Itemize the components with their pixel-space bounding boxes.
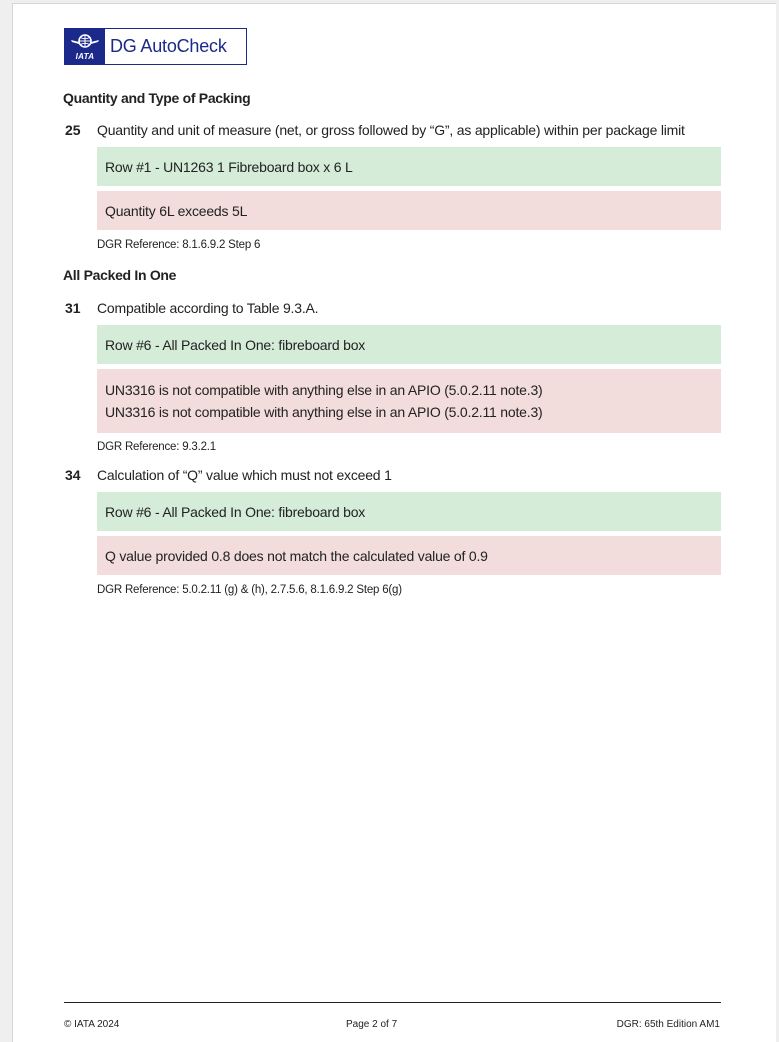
error-message: Q value provided 0.8 does not match the calculated value of 0.9 [105,547,488,564]
dgr-reference: DGR Reference: 5.0.2.11 (g) & (h), 2.7.5.6, 8.1.6.9.2 Step 6(g) [97,584,402,596]
footer-copyright: © IATA 2024 [64,1019,120,1030]
section-title-quantity-type-packing: Quantity and Type of Packing [63,90,251,106]
row-result-error [97,536,721,575]
row-result-pass [97,325,721,364]
row-result-error [97,191,721,230]
error-message: UN3316 is not compatible with anything else in an APIO (5.0.2.11 note.3) [105,382,543,398]
product-name: DG AutoCheck [110,36,227,56]
error-message: Quantity 6L exceeds 5L [105,202,248,219]
row-result-error [97,369,721,433]
section-title-all-packed-in-one: All Packed In One [63,267,177,283]
row-label: Row #6 - All Packed In One: fibreboard box [105,336,366,353]
document-page [12,3,776,1042]
check-description: Calculation of “Q” value which must not exceed 1 [97,467,392,483]
dgr-reference: DGR Reference: 8.1.6.9.2 Step 6 [97,239,261,251]
iata-globe-icon [70,33,100,53]
footer-edition: DGR: 65th Edition AM1 [616,1019,720,1030]
iata-logo-mark [65,29,105,64]
check-number: 31 [65,300,81,316]
check-description: Quantity and unit of measure (net, or gross followed by “G”, as applicable) within per package limit [97,122,685,138]
row-label: Row #1 - UN1263 1 Fibreboard box x 6 L [105,158,353,175]
error-message: UN3316 is not compatible with anything else in an APIO (5.0.2.11 note.3) [105,404,543,420]
row-label: Row #6 - All Packed In One: fibreboard box [105,503,366,520]
dg-autocheck-logo [64,28,247,65]
footer-divider [64,1002,721,1003]
row-result-pass [97,147,721,186]
row-result-pass [97,492,721,531]
dgr-reference: DGR Reference: 9.3.2.1 [97,441,216,453]
check-description: Compatible according to Table 9.3.A. [97,300,319,316]
footer-page-number: Page 2 of 7 [346,1019,398,1030]
check-number: 34 [65,467,81,483]
iata-wordmark: IATA [75,51,95,61]
check-number: 25 [65,122,81,138]
